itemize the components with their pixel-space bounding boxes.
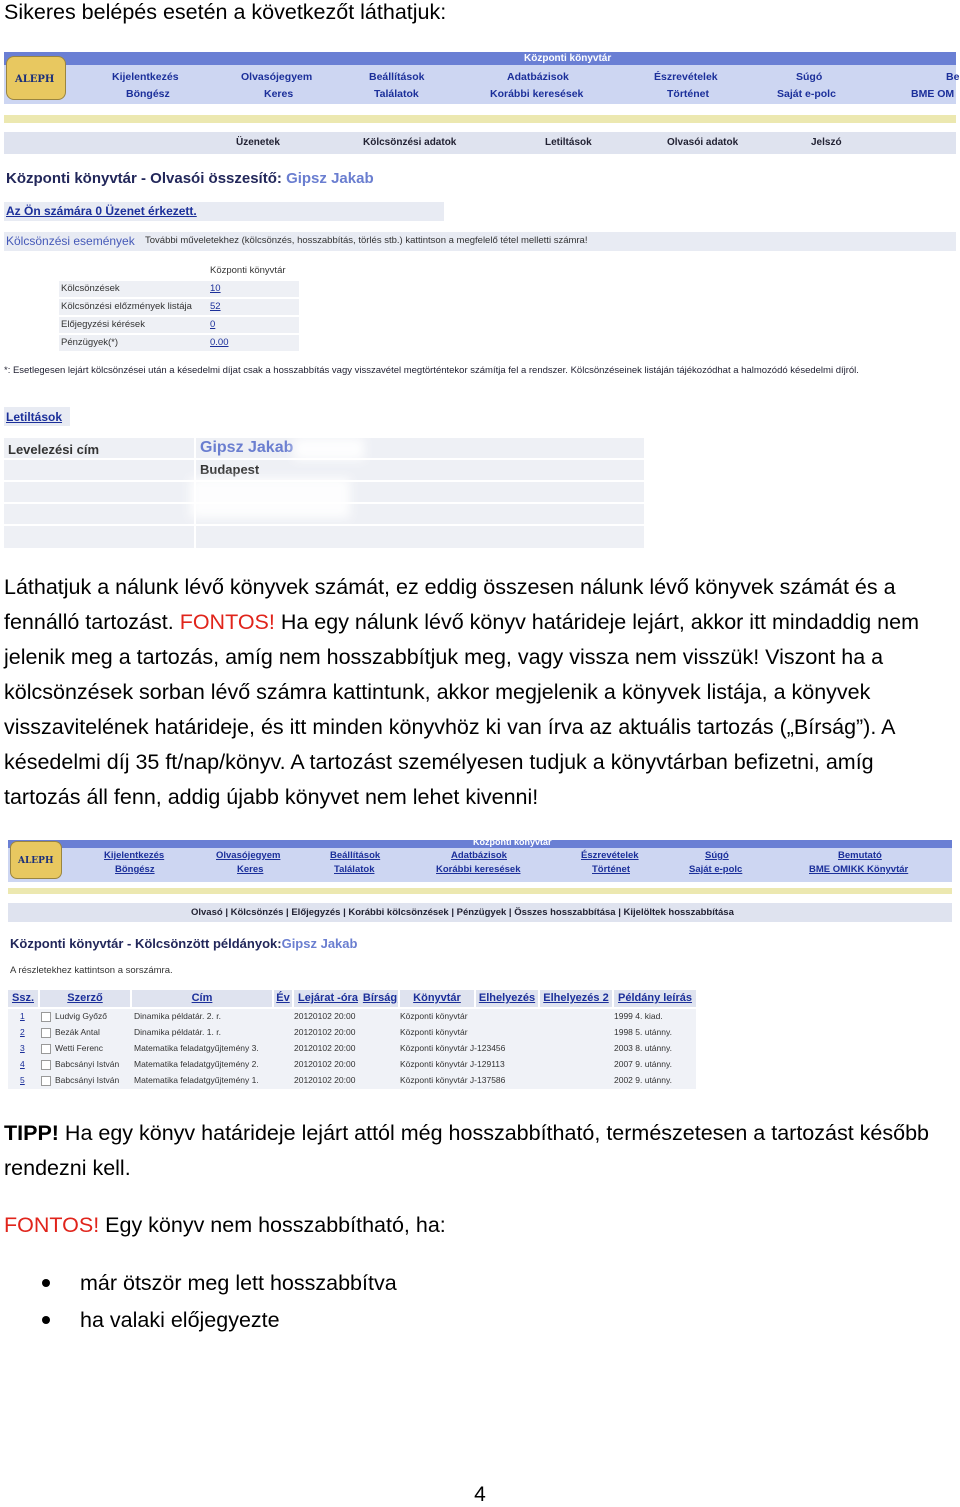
row-number-link[interactable]: 3 <box>20 1043 25 1053</box>
reader-name: Gipsz Jakab <box>281 936 358 951</box>
redaction <box>294 438 364 460</box>
submenu-password[interactable]: Jelszó <box>811 137 842 148</box>
submenu-messages[interactable]: Üzenetek <box>236 137 280 148</box>
col-year[interactable]: Év <box>274 990 292 1007</box>
tip-label: TIPP! <box>4 1121 59 1145</box>
col-location2[interactable]: Elhelyezés 2 <box>540 990 612 1007</box>
aleph-logo: ALEPH <box>6 56 66 100</box>
page-number: 4 <box>474 1483 486 1506</box>
messages-link[interactable]: Az Ön számára 0 Üzenet érkezett. <box>6 204 197 218</box>
bullet-item: már ötször meg lett hosszabbítva <box>80 1271 397 1295</box>
col-desc[interactable]: Példány leírás <box>614 990 696 1007</box>
blocks-link[interactable]: Letiltások <box>6 410 63 424</box>
events-bar <box>4 232 956 251</box>
nav-databases[interactable]: Adatbázisok <box>451 850 507 861</box>
nav-prev-searches[interactable]: Korábbi keresések <box>436 864 521 875</box>
divider-bar <box>4 115 956 123</box>
events-hint: További műveletekhez (kölcsönzés, hosszabbítás, törlés stb.) kattintson a megfelelő tétel melletti számra! <box>145 235 588 246</box>
reader-summary-screenshot <box>4 52 960 547</box>
aleph-logo: ALEPH <box>10 841 62 879</box>
nav-search[interactable]: Keres <box>264 88 294 100</box>
fine-footnote: *: Esetlegesen lejárt kölcsönzései után a késedelmi díjat csak a hosszabbítás vagy visszavétel megtörténtekor számítja fel a rendszer. Kölcsönzéseinek listáján tájékozódhat a halmozódó késedelmi díjról. <box>4 365 859 376</box>
col-title[interactable]: Cím <box>132 990 272 1007</box>
table-row: 4 Babcsányi István Matematika feladatgyűjtemény 2. 20120102 20:00 Központi könyvtár J-129113 2007 9. utánny. <box>8 1057 696 1073</box>
history-count-link[interactable]: 52 <box>210 301 221 312</box>
address-name: Gipsz Jakab <box>200 439 294 456</box>
important-label: FONTOS! <box>4 1213 100 1237</box>
nav-eshelf[interactable]: Saját e-polc <box>777 88 836 100</box>
bullet-dot <box>42 1316 50 1324</box>
row-checkbox[interactable] <box>41 1060 51 1070</box>
table-row: 2 Bezák Antal Dinamika példatár. 1. r. 20120102 20:00 Központi könyvtár 1998 5. utánny. <box>8 1025 696 1041</box>
tip-paragraph: TIPP! Ha egy könyv határideje lejárt attól még hosszabbítható, természetesen a tartozást később rendezni kell. <box>4 1121 929 1180</box>
row-checkbox[interactable] <box>41 1044 51 1054</box>
important-label: FONTOS! <box>179 610 275 634</box>
table-row: 5 Babcsányi István Matematika feladatgyűjtemény 1. 20120102 20:00 Központi könyvtár J-137586 2002 9. utánny. <box>8 1073 696 1089</box>
fines-link[interactable]: 0.00 <box>210 337 229 348</box>
important-paragraph: FONTOS! Egy könyv nem hosszabbítható, ha: <box>4 1213 446 1237</box>
nav-feedback[interactable]: Észrevételek <box>654 71 718 83</box>
col-location[interactable]: Elhelyezés <box>476 990 538 1007</box>
nav-history[interactable]: Történet <box>667 88 709 100</box>
nav-library[interactable]: BME OMIKK Könyvtár <box>809 864 909 875</box>
table-row: 3 Wetti Ferenc Matematika feladatgyűjtemény 3. 20120102 20:00 Központi könyvtár J-123456 2003 8. utánny. <box>8 1041 696 1057</box>
holds-count-link[interactable]: 0 <box>210 319 216 330</box>
nav-feedback[interactable]: Észrevételek <box>581 850 639 861</box>
col-fine[interactable]: Bírság <box>362 990 398 1007</box>
top-navigation <box>8 837 952 882</box>
paragraph-explanation: Láthatjuk a nálunk lévő könyvek számát, ez eddig összesen nálunk lévő könyvek számát és a fennálló tartozást. FONTOS! Ha egy nálunk lévő könyv határideje lejárt, akkor itt mindaddig nem jelenik meg a tartozás, amíg nem hosszabbítjuk meg, vagy vissza nem visszük! Viszont ha a kölcsönzések sorban lévő számra kattintunk, akkor megjelenik a könyvek listája, a könyvek visszavitelének határideje, és itt minden könyvhöz ki van írva az aktuális tartozás („Bírság”). A késedelmi díj 35 ft/nap/könyv. A tartozást személyesen tudjuk a könyvtárban befizetni, amíg tartozás áll fenn, addig újabb könyvet nem lehet kivenni! <box>4 575 920 809</box>
address-city: Budapest <box>200 462 260 477</box>
nav-help[interactable]: Súgó <box>796 71 823 83</box>
col-author[interactable]: Szerző <box>40 990 130 1007</box>
nav-prev-searches[interactable]: Korábbi keresések <box>490 88 584 100</box>
col-ssz[interactable]: Ssz. <box>8 990 38 1007</box>
stats-row: Pénzügyek(*) 0.00 <box>59 335 299 351</box>
stats-header: Központi könyvtár <box>210 265 286 276</box>
nav-browse[interactable]: Böngész <box>126 88 170 100</box>
row-number-link[interactable]: 5 <box>20 1075 25 1085</box>
row-checkbox[interactable] <box>41 1012 51 1022</box>
nav-card[interactable]: Olvasójegyem <box>241 71 313 83</box>
nav-library[interactable]: BME OM <box>911 88 955 100</box>
loans-list-screenshot <box>8 837 952 1095</box>
nav-browse[interactable]: Böngész <box>115 864 155 875</box>
address-table <box>4 438 644 548</box>
nav-more[interactable]: Be <box>946 71 960 83</box>
row-number-link[interactable]: 4 <box>20 1059 25 1069</box>
intro-text: Sikeres belépés esetén a következőt láthatjuk: <box>4 0 447 24</box>
events-label: Kölcsönzési események <box>6 234 135 248</box>
nav-card[interactable]: Olvasójegyem <box>216 850 281 861</box>
row-checkbox[interactable] <box>41 1028 51 1038</box>
top-title: Központi könyvtár <box>473 837 552 847</box>
nav-history[interactable]: Történet <box>592 864 630 875</box>
col-due[interactable]: Lejárat -óra <box>294 990 362 1007</box>
row-checkbox[interactable] <box>41 1076 51 1086</box>
row-number-link[interactable]: 2 <box>20 1027 25 1037</box>
divider-bar <box>8 888 952 894</box>
nav-settings[interactable]: Beállítások <box>330 850 381 861</box>
nav-databases[interactable]: Adatbázisok <box>507 71 569 83</box>
top-title: Központi könyvtár <box>524 53 612 64</box>
stats-row: Kölcsönzési előzmények listája 52 <box>59 299 299 315</box>
details-hint: A részletekhez kattintson a sorszámra. <box>10 965 173 976</box>
submenu[interactable]: Olvasó | Kölcsönzés | Előjegyzés | Korábbi kölcsönzések | Pénzügyek | Összes hosszabbítása | Kijelöltek hosszabbítása <box>191 907 734 918</box>
nav-logout[interactable]: Kijelentkezés <box>112 71 179 83</box>
bullet-item: ha valaki előjegyezte <box>80 1308 280 1332</box>
address-label: Levelezési cím <box>8 442 100 457</box>
blocks-bar <box>4 407 70 426</box>
submenu-reader-data[interactable]: Olvasói adatok <box>667 137 739 148</box>
nav-search[interactable]: Keres <box>237 864 264 875</box>
nav-logout[interactable]: Kijelentkezés <box>104 850 165 861</box>
message-bar <box>4 202 444 221</box>
nav-results[interactable]: Találatok <box>374 88 419 100</box>
stats-row: Kölcsönzések 10 <box>59 281 299 297</box>
nav-settings[interactable]: Beállítások <box>369 71 425 83</box>
loans-title: Központi könyvtár - Kölcsönzött példányok:Gipsz Jakab <box>10 936 358 951</box>
loans-count-link[interactable]: 10 <box>210 283 221 294</box>
reader-name: Gipsz Jakab <box>286 170 374 187</box>
col-library[interactable]: Könyvtár <box>400 990 474 1007</box>
nav-demo[interactable]: Bemutató <box>838 850 882 861</box>
stats-row: Előjegyzési kérések 0 <box>59 317 299 333</box>
row-number-link[interactable]: 1 <box>20 1011 25 1021</box>
submenu-blocks[interactable]: Letiltások <box>545 137 592 148</box>
table-header <box>8 990 696 1007</box>
table-row: 1 Ludvig Győző Dinamika példatár. 2. r. 20120102 20:00 Központi könyvtár 1999 4. kiad. <box>8 1009 696 1025</box>
nav-results[interactable]: Találatok <box>334 864 375 875</box>
submenu-loans[interactable]: Kölcsönzési adatok <box>363 137 457 148</box>
redaction <box>190 478 350 518</box>
summary-title: Központi könyvtár - Olvasói összesítő: Gipsz Jakab <box>6 170 374 187</box>
bullet-dot <box>42 1279 50 1287</box>
nav-eshelf[interactable]: Saját e-polc <box>689 864 743 875</box>
nav-help[interactable]: Súgó <box>705 850 729 861</box>
